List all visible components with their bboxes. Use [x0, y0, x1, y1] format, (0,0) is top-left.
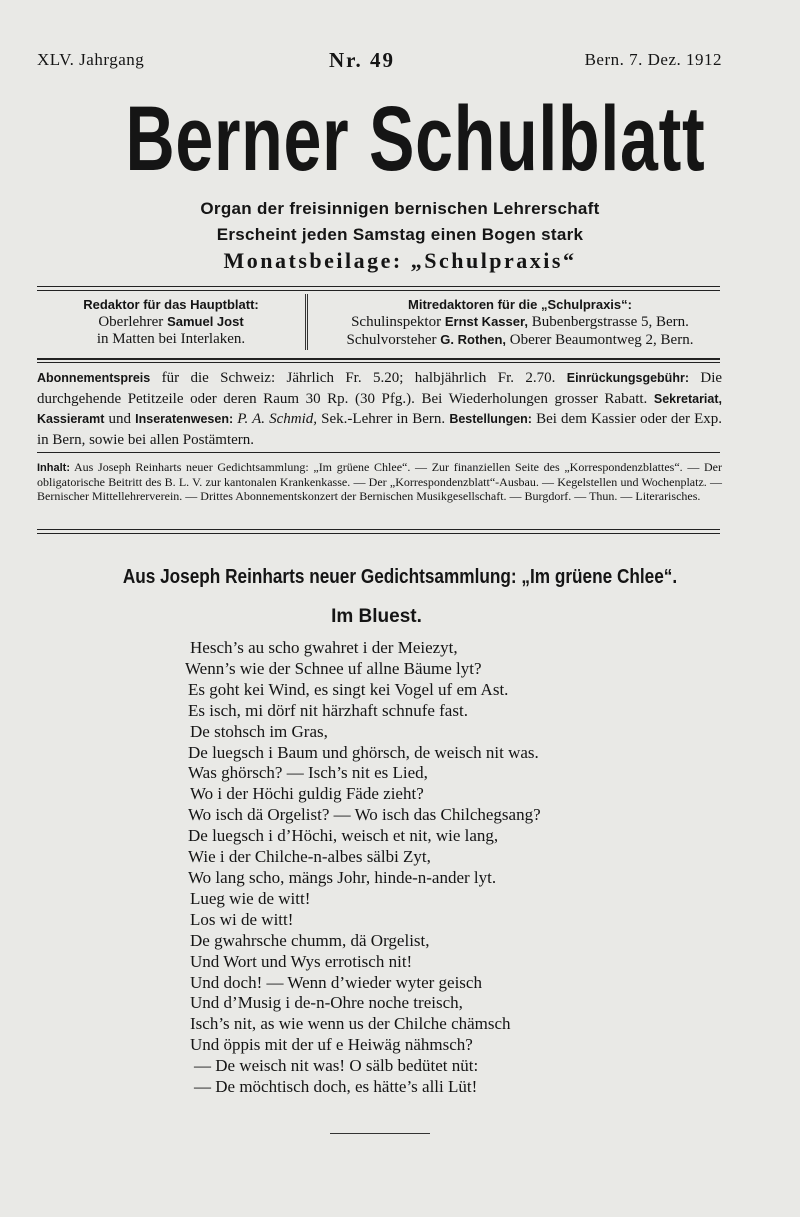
subscription-info: [37, 368, 722, 450]
masthead-title: Berner Schulblatt: [125, 88, 706, 190]
divider: [37, 533, 720, 534]
co-editor1-address: Bubenbergstrasse 5, Bern.: [531, 314, 689, 330]
main-editor-name: Samuel Jost: [167, 314, 244, 329]
masthead-subtitle-organ: Organ der freisinnigen bernischen Lehrerschaft: [200, 199, 600, 218]
poem-line: Hesch’s au scho gwahret i der Meiezyt,: [190, 638, 458, 657]
advert-fee-text: Die durchgehende Petitzeile oder deren Raum 30 Rp. (30 Pfg.). Bei Wiederholungen grosser Rabatt.: [37, 370, 723, 407]
divider: [37, 362, 720, 363]
contents-text: Aus Joseph Reinharts neuer Gedichtsammlung: „Im grüene Chlee“. — Zur finanziellen Seite des „Korrespondenzblattes“. — Der obligatorische Beitritt des B. L. V. zur kantonalen Krankenkasse. — Der „Korrespondenzblatt“-Ausbau. — Kegelstellen und Wochenplatz. — Bernischer Mittellehrerverein. — Drittes Abonnementskonzert der Bernischen Musikgesellschaft. — Burgdorf. — Thun. — Literarisches.: [37, 460, 722, 503]
poem-line: Es goht kei Wind, es singt kei Vogel uf em Ast.: [188, 679, 509, 699]
poem-line: De luegsch i d’Höchi, weisch et nit, wie lang,: [188, 826, 499, 846]
column-divider: [305, 294, 308, 350]
editors-block: [37, 296, 720, 352]
advertising-contact: P. A. Schmid,: [237, 411, 318, 427]
divider: [37, 529, 720, 530]
co-editor1-role: Schulinspektor: [351, 314, 442, 330]
co-editors: [315, 296, 725, 349]
place-date: Bern. 7. Dez. 1912: [584, 50, 722, 69]
issue-number: Nr. 49: [329, 48, 396, 72]
secretariat-and: und: [108, 411, 132, 427]
poem-line: Wie i der Chilche-n-albes sälbi Zyt,: [188, 847, 431, 867]
poem-line: Es isch, mi dörf nit härzhaft schnufe fast.: [188, 700, 468, 720]
secretariat-label: Sekretariat, Kassieramt: [37, 391, 722, 426]
poem-line: Was ghörsch? — Isch’s nit es Lied,: [188, 763, 428, 783]
subscription-label: Abonnementspreis: [37, 371, 151, 385]
poem-line: Wo isch dä Orgelist? — Wo isch das Chilchegsang?: [188, 805, 541, 825]
co-editor2-name: G. Rothen,: [440, 332, 506, 347]
co-editors-label: Mitredaktoren für die „Schulpraxis“:: [408, 297, 632, 312]
main-editor-line1: [37, 313, 305, 331]
issue-header: [37, 50, 722, 74]
volume-label: XLV. Jahrgang: [37, 50, 145, 69]
article-title: Aus Joseph Reinharts neuer Gedichtsammlung: „Im grüene Chlee“.: [122, 566, 678, 588]
main-editor-line2: in Matten bei Interlaken.: [96, 331, 246, 347]
masthead-subtitle-supplement: Monatsbeilage: „Schulpraxis“: [223, 248, 577, 273]
poem-line: Wo i der Höchi guldig Fäde zieht?: [190, 784, 424, 804]
poem-line: Und doch! — Wenn d’wieder wyter geisch: [190, 972, 482, 992]
poem-line: Lueg wie de witt!: [190, 888, 311, 908]
poem-line: Und öppis mit der uf e Heiwäg nähmsch?: [190, 1035, 473, 1055]
co-editor1-name: Ernst Kasser,: [444, 314, 528, 329]
divider: [37, 358, 720, 360]
poem-line: Und d’Musig i de-n-Ohre noche treisch,: [190, 993, 463, 1013]
divider: [37, 290, 720, 291]
poem-line: Wenn’s wie der Schnee uf allne Bäume lyt?: [185, 658, 482, 678]
divider: [37, 286, 720, 287]
poem-line: — De weisch nit was! O sälb bedütet nüt:: [194, 1056, 479, 1076]
masthead-subtitle-schedule: Erscheint jeden Samstag einen Bogen stark: [216, 225, 584, 244]
divider: [37, 452, 720, 453]
poem-line: Isch’s nit, as wie wenn us der Chilche chämsch: [190, 1014, 511, 1034]
poem-line: Und Wort und Wys errotisch nit!: [190, 951, 413, 971]
poem-line: De luegsch i Baum und ghörsch, de weisch nit was.: [188, 742, 539, 762]
co-editor2-address: Oberer Beaumontweg 2, Bern.: [509, 332, 694, 348]
advert-fee-label: Einrückungsgebühr:: [566, 371, 689, 385]
contents-label: Inhalt:: [37, 462, 70, 474]
advertising-contact-role: Sek.-Lehrer in Bern.: [321, 411, 446, 427]
co-editor-line1: [315, 313, 725, 331]
poem-line: De stohsch im Gras,: [190, 721, 328, 741]
poem-title: Im Bluest.: [331, 606, 422, 627]
advertising-label: Inseratenwesen:: [135, 412, 234, 426]
table-of-contents: [37, 460, 722, 503]
orders-text: Bei dem Kassier oder der Exp. in Bern, sowie bei allen Postämtern.: [37, 411, 723, 448]
main-editor: [37, 296, 305, 348]
poem-line: Los wi de witt!: [190, 909, 294, 929]
co-editor-line2: [315, 331, 725, 349]
orders-label: Bestellungen:: [449, 412, 532, 426]
main-editor-label: Redaktor für das Hauptblatt:: [83, 297, 259, 312]
co-editor2-role: Schulvorsteher: [346, 332, 437, 348]
poem-body: [185, 638, 710, 1098]
poem-line: Wo lang scho, mängs Johr, hinde-n-ander lyt.: [188, 867, 497, 887]
poem-line: De gwahrsche chumm, dä Orgelist,: [190, 930, 430, 950]
main-editor-role: Oberlehrer: [98, 314, 164, 330]
end-rule: [330, 1133, 430, 1134]
subscription-price: für die Schweiz: Jährlich Fr. 5.20; halbjährlich Fr. 2.70.: [161, 370, 556, 386]
poem-line: — De möchtisch doch, es hätte’s alli Lüt!: [194, 1077, 478, 1097]
